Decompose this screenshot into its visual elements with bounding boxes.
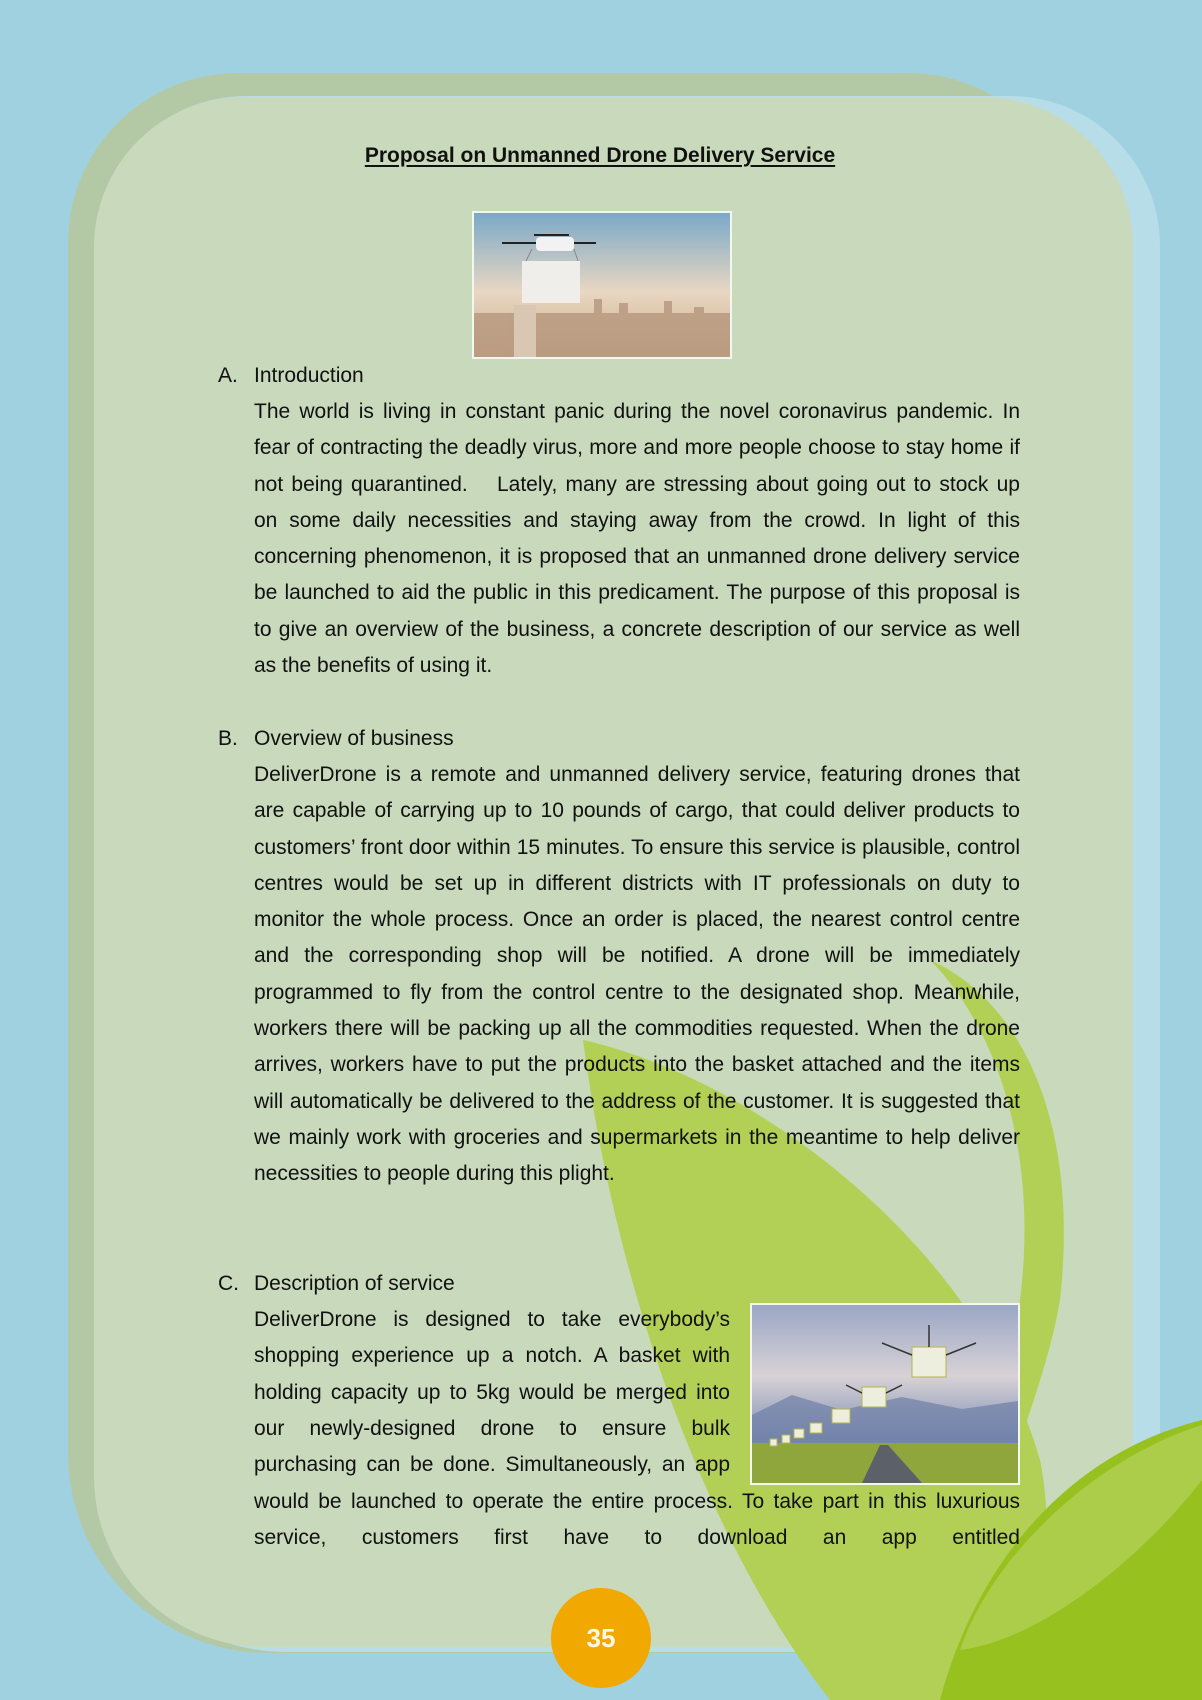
section-paragraph-description-part1 <box>254 1302 730 1483</box>
section-letter: A. <box>218 364 238 387</box>
paragraph-text: DeliverDrone is a remote and unmanned delivery service, featuring drones that are capable of carrying up to 10 pounds of cargo, that could deliver products to customers’ front door within 15 minutes. To ensure this service is plausible, control centres would be set up in different districts with IT professionals on duty to monitor the whole process. Once an order is placed, the nearest control centre and the corresponding shop will be notified. A drone will be immediately programmed to fly from the control centre to the designated shop. Meanwhile, workers there will be packing up all the commodities requested. When the drone arrives, workers have to put the products into the basket attached and the items will automatically be delivered to the address of the customer. It is suggested that we mainly work with groceries and supermarkets in the meantime to help deliver necessities to people during this plight. <box>254 763 1020 1186</box>
page-number-badge: 35 <box>551 1588 651 1688</box>
section-title: Description of service <box>254 1272 455 1295</box>
paragraph-text: The world is living in constant panic during the novel coronavirus pandemic. In fear of contracting the deadly virus, more and more people choose to stay home if not being quarantined. Lately, many are stressing about going out to stock up on some daily necessities and staying away from the crowd. In light of this concerning phenomenon, it is proposed that an unmanned drone delivery service be launched to aid the public in this predicament. The purpose of this proposal is to give an overview of the business, a concrete description of our service as well as the benefits of using it. <box>254 400 1020 678</box>
section-letter: C. <box>218 1272 239 1295</box>
section-paragraph-description-part2 <box>254 1484 1020 1557</box>
paragraph-text: DeliverDrone is designed to take everybody’s shopping experience up a notch. A basket with holding capacity up to 5kg would be merged into our newly-designed drone to ensure bulk purchasing can be done. Simultaneously, an app <box>254 1308 730 1477</box>
section-paragraph-overview <box>254 757 1020 1193</box>
section-heading-overview <box>218 721 454 757</box>
paragraph-text: would be launched to operate the entire process. To take part in this luxurious service, customers first have to download an app entitled <box>254 1490 1020 1550</box>
section-letter: B. <box>218 727 238 750</box>
section-paragraph-introduction <box>254 394 1020 684</box>
drone-fleet-image <box>750 1303 1020 1485</box>
drone-city-image <box>472 211 732 359</box>
section-title: Overview of business <box>254 727 454 750</box>
section-heading-introduction <box>218 358 364 394</box>
drone-fleet-illustration <box>752 1305 1018 1483</box>
drone-box-illustration <box>474 213 730 357</box>
section-heading-description <box>218 1266 455 1302</box>
document-title: Proposal on Unmanned Drone Delivery Service <box>364 144 836 167</box>
section-title: Introduction <box>254 364 364 387</box>
